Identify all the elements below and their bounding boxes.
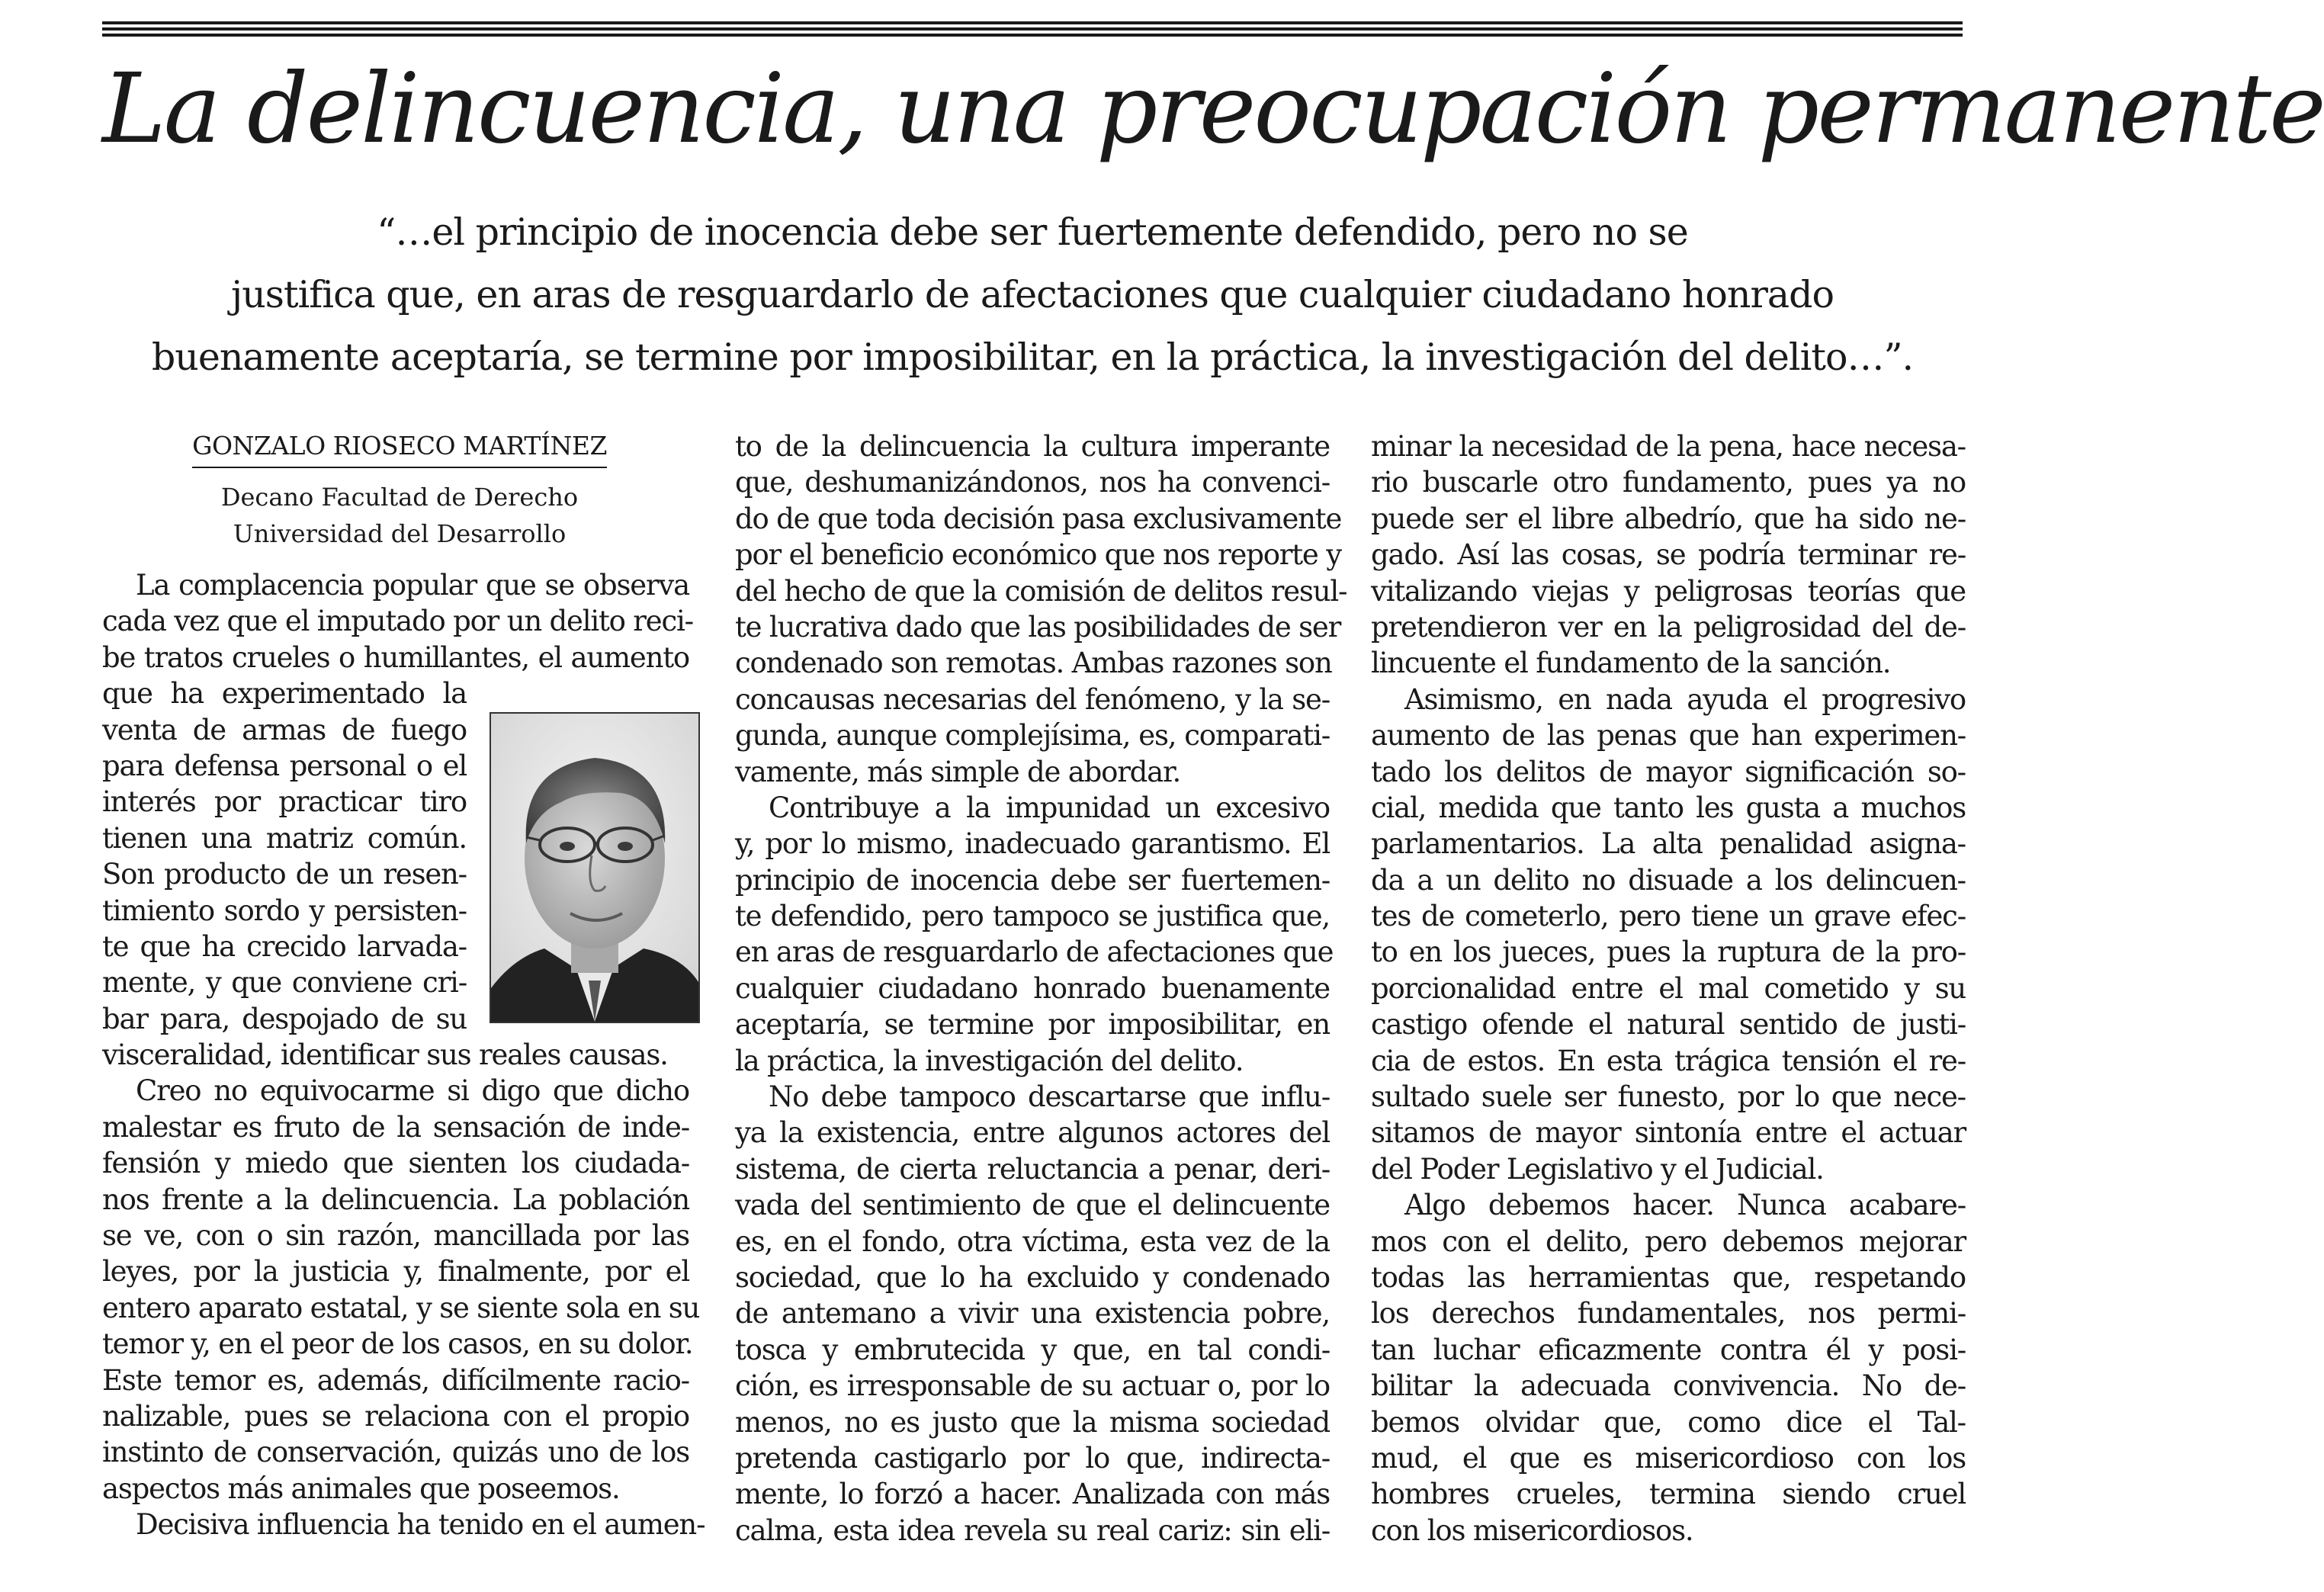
text-line: pretenda castigarlo por lo que, indirecta- <box>735 1441 1330 1475</box>
text-line: Decisiva influencia ha tenido en el aumen- <box>136 1508 705 1542</box>
text-line: te defendido, pero tampoco se justifica que, <box>735 900 1330 933</box>
text-line: to de la delincuencia la cultura imperante <box>735 430 1330 463</box>
text-line: de antemano a vivir una existencia pobre, <box>735 1297 1330 1330</box>
pull-quote-line: “…el principio de inocencia debe ser fuertemente defendido, pero no se <box>377 210 1688 254</box>
text-line: vada del sentimiento de que el delincuente <box>735 1189 1330 1222</box>
text-line: la práctica, la investigación del delito. <box>735 1044 1244 1077</box>
text-line: aspectos más animales que poseemos. <box>102 1472 620 1505</box>
text-line: los derechos fundamentales, nos permi- <box>1371 1297 1966 1330</box>
author-affiliation: Universidad del Desarrollo <box>233 519 567 548</box>
text-line: nos frente a la delincuencia. La población <box>102 1183 689 1216</box>
byline <box>102 428 697 552</box>
text-line: hombres crueles, termina siendo cruel <box>1371 1478 1966 1511</box>
text-line: malestar es fruto de la sensación de inde- <box>102 1110 689 1144</box>
author-role <box>102 479 697 552</box>
pull-quote-line: buenamente aceptaría, se termine por imposibilitar, en la práctica, la investigación del delito…”. <box>151 335 1914 379</box>
text-line: calma, esta idea revela su real cariz: sin eli- <box>735 1513 1330 1547</box>
text-line: Son producto de un resen- <box>102 858 467 891</box>
text-line: mente, y que conviene cri- <box>102 966 467 1000</box>
text-line: sistema, de cierta reluctancia a penar, deri- <box>735 1152 1330 1186</box>
text-line: cada vez que el imputado por un delito reci- <box>102 605 693 638</box>
text-line: bilitar la adecuada convivencia. No de- <box>1371 1369 1966 1403</box>
text-line: vitalizando viejas y peligrosas teorías que <box>1371 574 1966 608</box>
text-line: tienen una matriz común. <box>102 821 467 855</box>
text-line: entero aparato estatal, y se siente sola en su <box>102 1291 700 1324</box>
text-line: te lucrativa dado que las posibilidades de ser <box>735 610 1341 644</box>
text-line: en aras de resguardarlo de afectaciones que <box>735 936 1334 969</box>
text-line: condenado son remotas. Ambas razones son <box>735 647 1332 680</box>
top-rule <box>102 27 1963 30</box>
text-line: gunda, aunque complejísima, es, comparati- <box>735 719 1330 753</box>
text-line: rio buscarle otro fundamento, pues ya no <box>1371 466 1966 499</box>
text-line: nalizable, pues se relaciona con el propio <box>102 1399 689 1433</box>
text-line: venta de armas de fuego <box>102 713 467 746</box>
text-line: da a un delito no disuade a los delincuen- <box>1371 863 1966 897</box>
text-line: cia de estos. En esta trágica tensión el re- <box>1371 1044 1966 1077</box>
text-line: vamente, más simple de abordar. <box>735 755 1181 788</box>
text-line: sociedad, que lo ha excluido y condenado <box>735 1260 1330 1294</box>
text-line: ción, es irresponsable de su actuar o, por lo <box>735 1369 1330 1403</box>
text-line: Asimismo, en nada ayuda el progresivo <box>1404 682 1966 716</box>
text-line: mente, lo forzó a hacer. Analizada con más <box>735 1478 1330 1511</box>
text-line: No debe tampoco descartarse que influ- <box>769 1080 1330 1114</box>
text-line: se ve, con o sin razón, mancillada por las <box>102 1219 689 1253</box>
text-line: gado. Así las cosas, se podría terminar re- <box>1371 538 1966 572</box>
text-line: tan luchar eficazmente contra él y posi- <box>1371 1333 1966 1366</box>
text-line: puede ser el libre albedrío, que ha sido ne- <box>1371 502 1966 535</box>
text-line: menos, no es justo que la misma sociedad <box>735 1405 1330 1439</box>
author-title: Decano Facultad de Derecho <box>220 483 579 512</box>
pull-quote <box>102 201 1963 389</box>
text-line: cial, medida que tanto les gusta a muchos <box>1371 791 1966 824</box>
text-line: pretendieron ver en la peligrosidad del de- <box>1371 610 1966 644</box>
text-line: fensión y miedo que sienten los ciudada- <box>102 1147 689 1180</box>
text-line: tosca y embrutecida y que, en tal condi- <box>735 1333 1330 1366</box>
text-line: tado los delitos de mayor significación so- <box>1371 755 1966 788</box>
article-column-2 <box>735 428 1347 1549</box>
author-name: GONZALO RIOSECO MARTÍNEZ <box>192 428 607 468</box>
text-line: y, por lo mismo, inadecuado garantismo. El <box>735 827 1330 861</box>
pull-quote-line: justifica que, en aras de resguardarlo de afectaciones que cualquier ciudadano honrado <box>231 273 1834 316</box>
text-line: Este temor es, además, difícilmente racio- <box>102 1363 689 1397</box>
text-line: temor y, en el peor de los casos, en su dolor. <box>102 1327 693 1361</box>
text-line: to en los jueces, pues la ruptura de la pro- <box>1371 936 1966 969</box>
text-line: que, deshumanizándonos, nos ha convenci- <box>735 466 1330 499</box>
text-line: sitamos de mayor sintonía entre el actuar <box>1371 1116 1966 1150</box>
text-line: por el beneficio económico que nos reporte y <box>735 538 1341 572</box>
text-line: ya la existencia, entre algunos actores del <box>735 1116 1330 1150</box>
text-line: que ha experimentado la <box>102 677 467 711</box>
text-line: del hecho de que la comisión de delitos resul- <box>735 574 1347 608</box>
text-line: lincuente el fundamento de la sanción. <box>1371 647 1891 680</box>
text-line: principio de inocencia debe ser fuertemen- <box>735 863 1330 897</box>
text-line: bemos olvidar que, como dice el Tal- <box>1371 1405 1966 1439</box>
top-rule <box>102 21 1963 24</box>
text-line: sultado suele ser funesto, por lo que nece- <box>1371 1080 1966 1114</box>
text-line: minar la necesidad de la pena, hace necesa- <box>1371 430 1966 463</box>
text-line: La complacencia popular que se observa <box>136 569 689 602</box>
text-line: cualquier ciudadano honrado buenamente <box>735 971 1330 1005</box>
text-line: parlamentarios. La alta penalidad asigna- <box>1371 827 1966 861</box>
text-line: timiento sordo y persisten- <box>102 894 467 927</box>
text-line: Contribuye a la impunidad un excesivo <box>769 791 1330 824</box>
text-line: instinto de conservación, quizás uno de los <box>102 1436 689 1469</box>
article-column-1 <box>102 567 705 1543</box>
text-line: mud, el que es misericordioso con los <box>1371 1441 1966 1475</box>
text-line: del Poder Legislativo y el Judicial. <box>1371 1152 1824 1186</box>
text-line: Algo debemos hacer. Nunca acabare- <box>1404 1189 1966 1222</box>
text-line: para defensa personal o el <box>102 749 467 782</box>
text-line: be tratos crueles o humillantes, el aumento <box>102 640 689 674</box>
text-line: aceptaría, se termine por imposibilitar, en <box>735 1008 1330 1042</box>
text-line: leyes, por la justicia y, finalmente, por el <box>102 1255 689 1289</box>
text-line: Creo no equivocarme si digo que dicho <box>136 1074 689 1108</box>
text-line: do de que toda decisión pasa exclusivamente <box>735 502 1342 535</box>
text-line: te que ha crecido larvada- <box>102 929 467 963</box>
text-line: es, en el fondo, otra víctima, esta vez de la <box>735 1224 1330 1258</box>
text-line: bar para, despojado de su <box>102 1002 467 1035</box>
text-line: mos con el delito, pero debemos mejorar <box>1371 1224 1966 1258</box>
text-line: interés por practicar tiro <box>102 785 467 819</box>
top-rule <box>102 34 1963 37</box>
text-line: todas las herramientas que, respetando <box>1371 1260 1966 1294</box>
text-line: tes de cometerlo, pero tiene un grave efec- <box>1371 900 1966 933</box>
text-line: con los misericordiosos. <box>1371 1513 1693 1547</box>
text-line: aumento de las penas que han experimen- <box>1371 719 1966 753</box>
text-line: porcionalidad entre el mal cometido y su <box>1371 971 1966 1005</box>
article-column-3 <box>1371 428 1966 1549</box>
text-line: castigo ofende el natural sentido de justi- <box>1371 1008 1966 1042</box>
text-line: visceralidad, identificar sus reales causas. <box>102 1038 668 1072</box>
text-line: concausas necesarias del fenómeno, y la se- <box>735 682 1330 716</box>
article-headline: La delincuencia, una preocupación permanente <box>102 53 2324 165</box>
